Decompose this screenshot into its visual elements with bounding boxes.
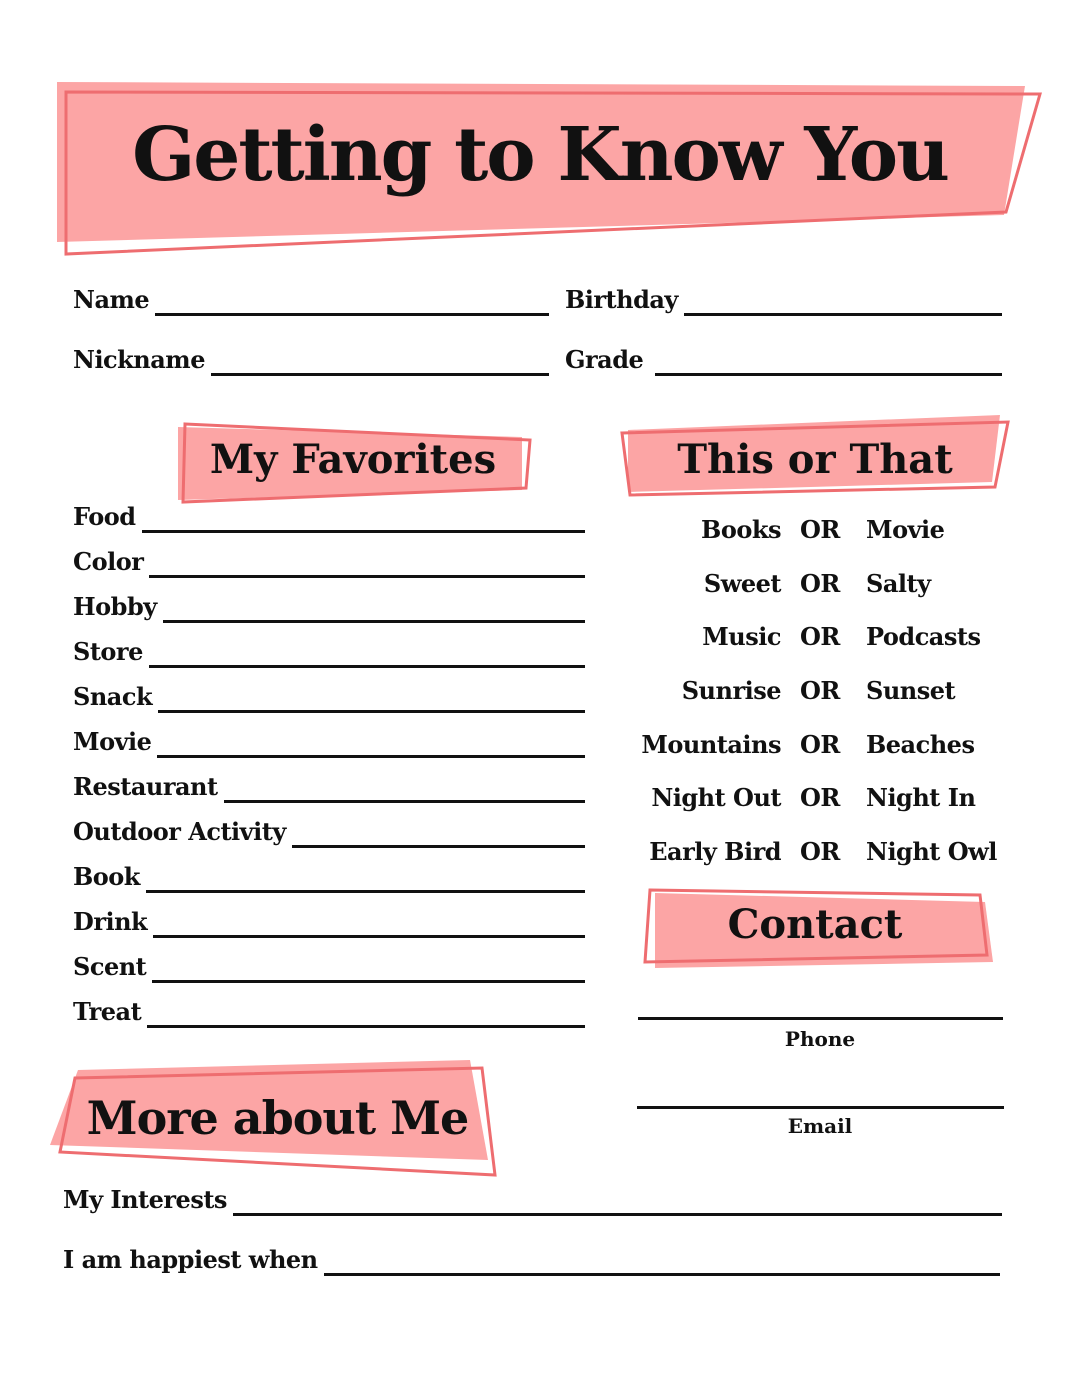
interests-label: My Interests — [63, 1185, 227, 1214]
phone-label: Phone — [784, 1027, 856, 1051]
option-left[interactable]: Early Bird — [649, 837, 781, 866]
option-left[interactable]: Sunrise — [681, 676, 781, 705]
favorite-line[interactable] — [224, 799, 585, 803]
option-left[interactable]: Books — [701, 515, 781, 544]
birthday-label: Birthday — [565, 285, 678, 314]
favorite-line[interactable] — [149, 664, 585, 668]
favorite-label: Color — [73, 547, 144, 576]
name-label: Name — [73, 285, 150, 314]
favorite-field[interactable] — [73, 908, 585, 936]
happiest-label: I am happiest when — [63, 1245, 318, 1274]
option-left[interactable]: Sweet — [703, 569, 781, 598]
favorite-label: Drink — [73, 907, 148, 936]
favorite-label: Outdoor Activity — [73, 817, 286, 846]
option-right[interactable]: Night Owl — [866, 837, 997, 866]
favorite-field[interactable] — [73, 863, 585, 891]
grade-label: Grade — [565, 345, 644, 374]
option-right[interactable]: Sunset — [866, 676, 956, 705]
favorite-field[interactable] — [73, 773, 585, 801]
favorite-field[interactable] — [73, 953, 585, 981]
favorite-label: Hobby — [73, 592, 157, 621]
favorite-label: Food — [73, 502, 136, 531]
this-or-that-heading: This or That — [677, 436, 953, 483]
contact-heading: Contact — [727, 901, 903, 948]
favorite-label: Restaurant — [73, 772, 218, 801]
favorite-line[interactable] — [152, 979, 585, 983]
favorite-label: Book — [73, 862, 140, 891]
happiest-line[interactable] — [324, 1272, 1000, 1276]
favorite-line[interactable] — [163, 619, 585, 623]
or-separator: OR — [800, 783, 840, 812]
interests-field[interactable] — [63, 1186, 1002, 1214]
name-field[interactable] — [73, 286, 549, 314]
or-separator: OR — [800, 676, 840, 705]
favorite-field[interactable] — [73, 998, 585, 1026]
page-title: Getting to Know You — [132, 112, 948, 198]
favorite-line[interactable] — [153, 934, 585, 938]
favorite-line[interactable] — [142, 529, 585, 533]
or-separator: OR — [800, 515, 840, 544]
or-separator: OR — [800, 837, 840, 866]
birthday-line[interactable] — [684, 312, 1002, 316]
more-heading: More about Me — [86, 1091, 469, 1145]
favorite-field[interactable] — [73, 593, 585, 621]
option-right[interactable]: Podcasts — [866, 622, 981, 651]
favorite-field[interactable] — [73, 728, 585, 756]
favorite-field[interactable] — [73, 683, 585, 711]
favorite-field[interactable] — [73, 818, 585, 846]
favorite-label: Scent — [73, 952, 147, 981]
nickname-label: Nickname — [73, 345, 205, 374]
email-label: Email — [787, 1114, 853, 1138]
favorite-label: Treat — [73, 997, 142, 1026]
happiest-field[interactable] — [63, 1246, 1000, 1274]
favorite-field[interactable] — [73, 503, 585, 531]
option-right[interactable]: Night In — [866, 783, 976, 812]
interests-line[interactable] — [233, 1212, 1002, 1216]
favorite-label: Snack — [73, 682, 153, 711]
option-left[interactable]: Music — [702, 622, 781, 651]
favorite-field[interactable] — [73, 638, 585, 666]
option-left[interactable]: Night Out — [651, 783, 781, 812]
favorite-label: Movie — [73, 727, 152, 756]
grade-field[interactable] — [565, 346, 1002, 374]
phone-line[interactable] — [638, 1017, 1003, 1020]
option-right[interactable]: Salty — [866, 569, 931, 598]
option-right[interactable]: Movie — [866, 515, 945, 544]
favorite-line[interactable] — [157, 754, 585, 758]
favorite-line[interactable] — [146, 889, 585, 893]
name-line[interactable] — [155, 312, 549, 316]
birthday-field[interactable] — [565, 286, 1002, 314]
grade-line[interactable] — [655, 372, 1002, 376]
or-separator: OR — [800, 569, 840, 598]
or-separator: OR — [800, 622, 840, 651]
favorite-line[interactable] — [147, 1024, 585, 1028]
favorite-line[interactable] — [292, 844, 585, 848]
favorite-label: Store — [73, 637, 143, 666]
favorites-heading: My Favorites — [209, 436, 497, 483]
option-left[interactable]: Mountains — [641, 730, 781, 759]
or-separator: OR — [800, 730, 840, 759]
nickname-line[interactable] — [211, 372, 549, 376]
favorite-field[interactable] — [73, 548, 585, 576]
favorite-line[interactable] — [149, 574, 585, 578]
nickname-field[interactable] — [73, 346, 549, 374]
option-right[interactable]: Beaches — [866, 730, 975, 759]
favorite-line[interactable] — [158, 709, 585, 713]
email-line[interactable] — [637, 1106, 1004, 1109]
